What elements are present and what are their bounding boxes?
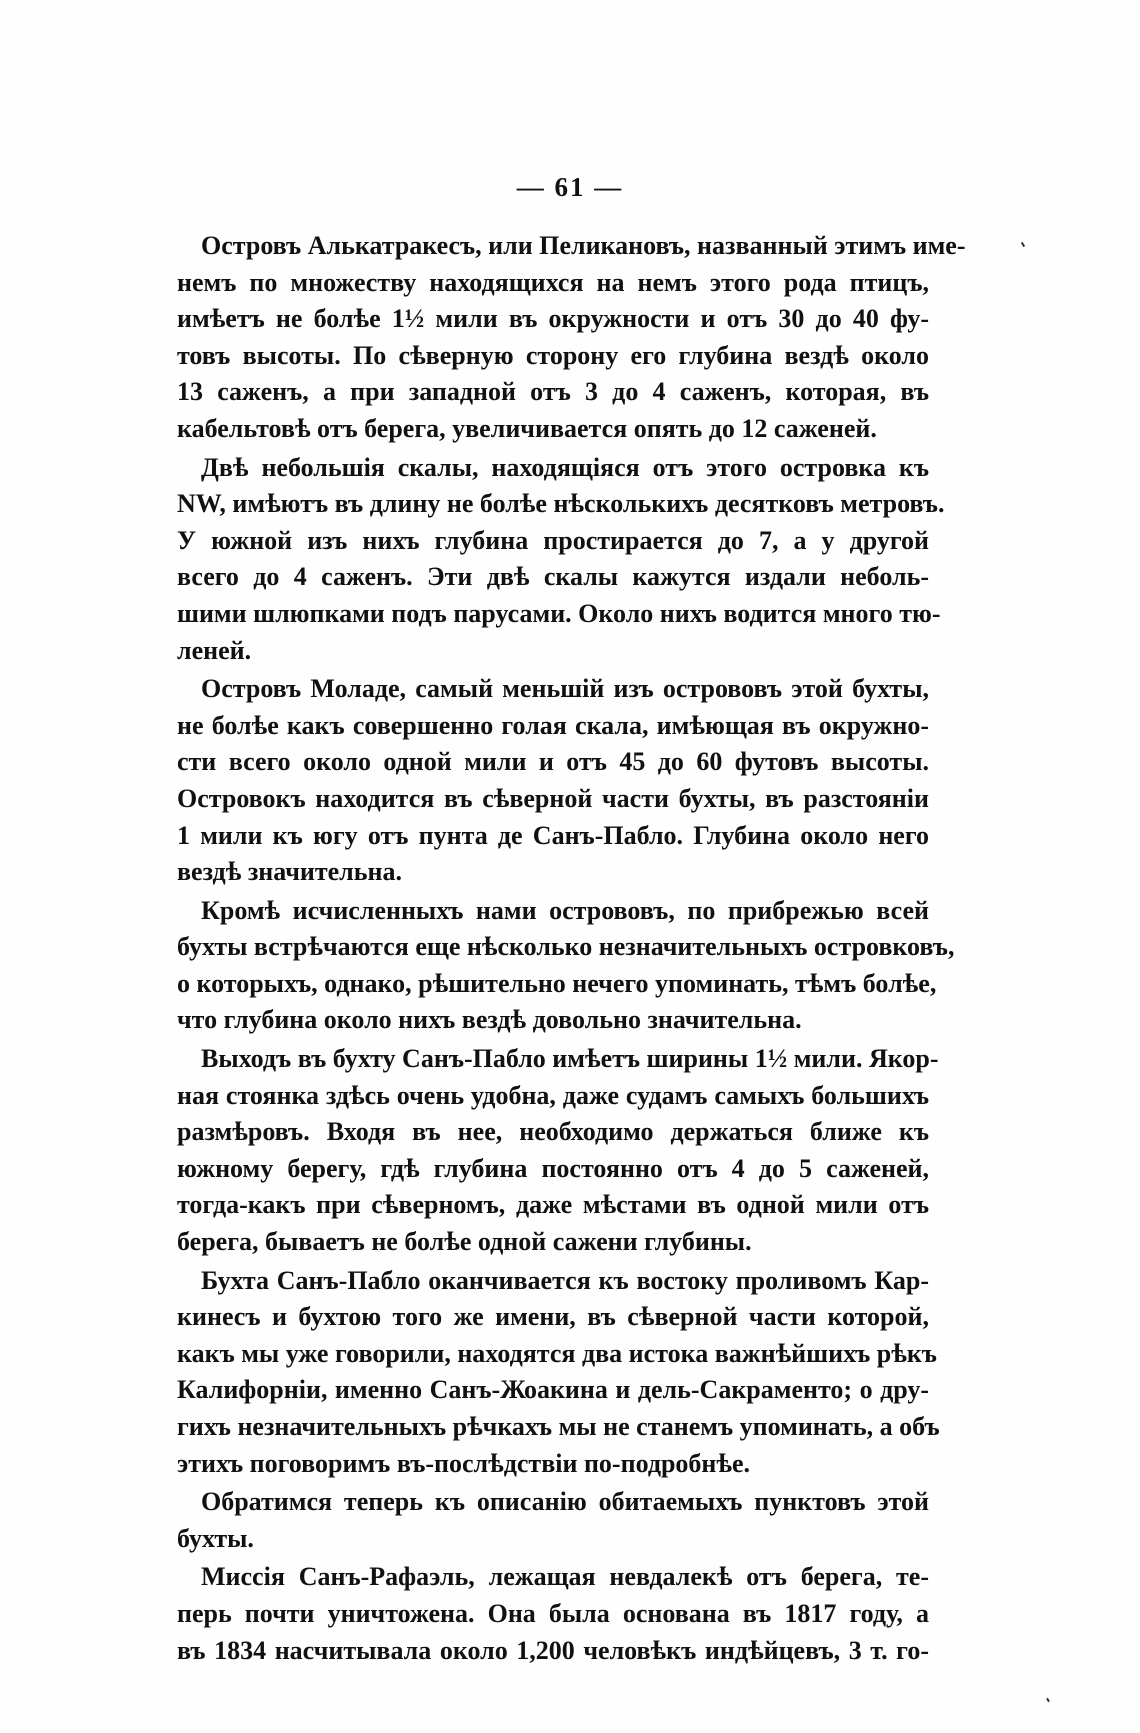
text-line: бухты. bbox=[177, 1523, 254, 1553]
text-line: товъ высоты. По сѣверную сторону его глубина вездѣ около bbox=[177, 340, 929, 370]
text-line: не болѣе какъ совершенно голая скала, имѣющая въ окружно- bbox=[177, 710, 929, 740]
text-line: южному берегу, гдѣ глубина постоянно отъ 4 до 5 саженей, bbox=[177, 1153, 929, 1183]
text-line: Миссія Санъ-Рафаэль, лежащая невдалекѣ отъ берега, те- bbox=[201, 1562, 929, 1592]
paragraph-inhabited-points bbox=[177, 1484, 929, 1557]
text-line: Выходъ въ бухту Санъ-Пабло имѣетъ ширины 1½ мили. Якор- bbox=[201, 1044, 939, 1074]
text-line: о которыхъ, однако, рѣшительно нечего упоминать, тѣмъ болѣе, bbox=[177, 968, 937, 998]
paragraph-alcatraz bbox=[177, 228, 966, 448]
text-line: Островокъ находится въ сѣверной части бухты, въ разстояніи bbox=[177, 783, 929, 813]
paragraph-san-rafael bbox=[177, 1559, 929, 1669]
text-line: Бухта Санъ-Пабло оканчивается къ востоку проливомъ Кар- bbox=[201, 1265, 929, 1295]
text-line: что глубина около нихъ вездѣ довольно значительна. bbox=[177, 1005, 802, 1035]
text-line: гихъ незначительныхъ рѣчкахъ мы не станемъ упоминать, а объ bbox=[177, 1412, 940, 1441]
text-line: Кромѣ исчисленныхъ нами острововъ, по прибрежью всей bbox=[201, 895, 929, 925]
paragraph-other-islets bbox=[177, 893, 955, 1039]
text-line: вездѣ значительна. bbox=[177, 857, 402, 887]
text-line: немъ по множеству находящихся на немъ этого рода птицъ, bbox=[177, 267, 929, 297]
text-line: размѣровъ. Входя въ нее, необходимо держаться ближе къ bbox=[177, 1117, 929, 1147]
scan-speck bbox=[1046, 1698, 1050, 1702]
text-line: Двѣ небольшія скалы, находящіяся отъ этого островка къ bbox=[201, 452, 929, 482]
text-line: этихъ поговоримъ въ-послѣдствіи по-подробнѣе. bbox=[177, 1448, 751, 1478]
text-line: всего до 4 саженъ. Эти двѣ скалы кажутся издали неболь- bbox=[177, 562, 929, 592]
text-line: перь почти уничтожена. Она была основана въ 1817 году, а bbox=[177, 1598, 929, 1628]
text-line: бухты встрѣчаются еще нѣсколько незначительныхъ островковъ, bbox=[177, 932, 955, 962]
text-line: леней. bbox=[177, 635, 252, 665]
text-line: берега, бываетъ не болѣе одной сажени глубины. bbox=[177, 1227, 752, 1257]
text-line: У южной изъ нихъ глубина простирается до 7, а у другой bbox=[177, 525, 929, 555]
text-line: ная стоянка здѣсь очень удобна, даже судамъ самыхъ большихъ bbox=[177, 1080, 929, 1110]
text-line: 13 саженъ, а при западной отъ 3 до 4 саженъ, которая, въ bbox=[177, 377, 929, 407]
text-line: сти всего около одной мили и отъ 45 до 60 футовъ высоты. bbox=[177, 747, 929, 777]
text-line: Островъ Моладе, самый меньшій изъ острововъ этой бухты, bbox=[201, 674, 929, 704]
scan-speck bbox=[1021, 242, 1025, 247]
paragraph-carquinez bbox=[177, 1263, 940, 1483]
text-line: Островъ Алькатракесъ, или Пеликановъ, названный этимъ име- bbox=[201, 231, 966, 260]
text-line: какъ мы уже говорили, находятся два истока важнѣйшихъ рѣкъ bbox=[177, 1338, 937, 1368]
text-line: кабельтовѣ отъ берега, увеличивается опять до 12 саженей. bbox=[177, 413, 877, 443]
text-line: Калифорніи, именно Санъ-Жоакина и дель-Сакраменто; о дру- bbox=[177, 1375, 929, 1405]
text-line: Обратимся теперь къ описанію обитаемыхъ пунктовъ этой bbox=[201, 1487, 929, 1517]
text-line: кинесъ и бухтою того же имени, въ сѣверной части которой, bbox=[177, 1302, 929, 1332]
text-line: тогда-какъ при сѣверномъ, даже мѣстами въ одной мили отъ bbox=[177, 1190, 929, 1220]
text-line: шими шлюпками подъ парусами. Около нихъ водится много тю- bbox=[177, 598, 941, 628]
paragraph-two-rocks bbox=[177, 450, 945, 670]
text-line: NW, имѣютъ въ длину не болѣе нѣсколькихъ десятковъ метровъ. bbox=[177, 489, 945, 519]
paragraph-molade bbox=[177, 671, 929, 891]
text-line: имѣетъ не болѣе 1½ мили въ окружности и отъ 30 до 40 фу- bbox=[177, 304, 929, 334]
text-line: 1 мили къ югу отъ пунта де Санъ-Пабло. Глубина около него bbox=[177, 820, 929, 850]
paragraph-bay-exit bbox=[177, 1041, 939, 1261]
page-number: — 61 — bbox=[516, 172, 624, 202]
text-line: въ 1834 насчитывала около 1,200 человѣкъ индѣйцевъ, 3 т. го- bbox=[177, 1635, 929, 1665]
body-text bbox=[177, 228, 966, 1669]
